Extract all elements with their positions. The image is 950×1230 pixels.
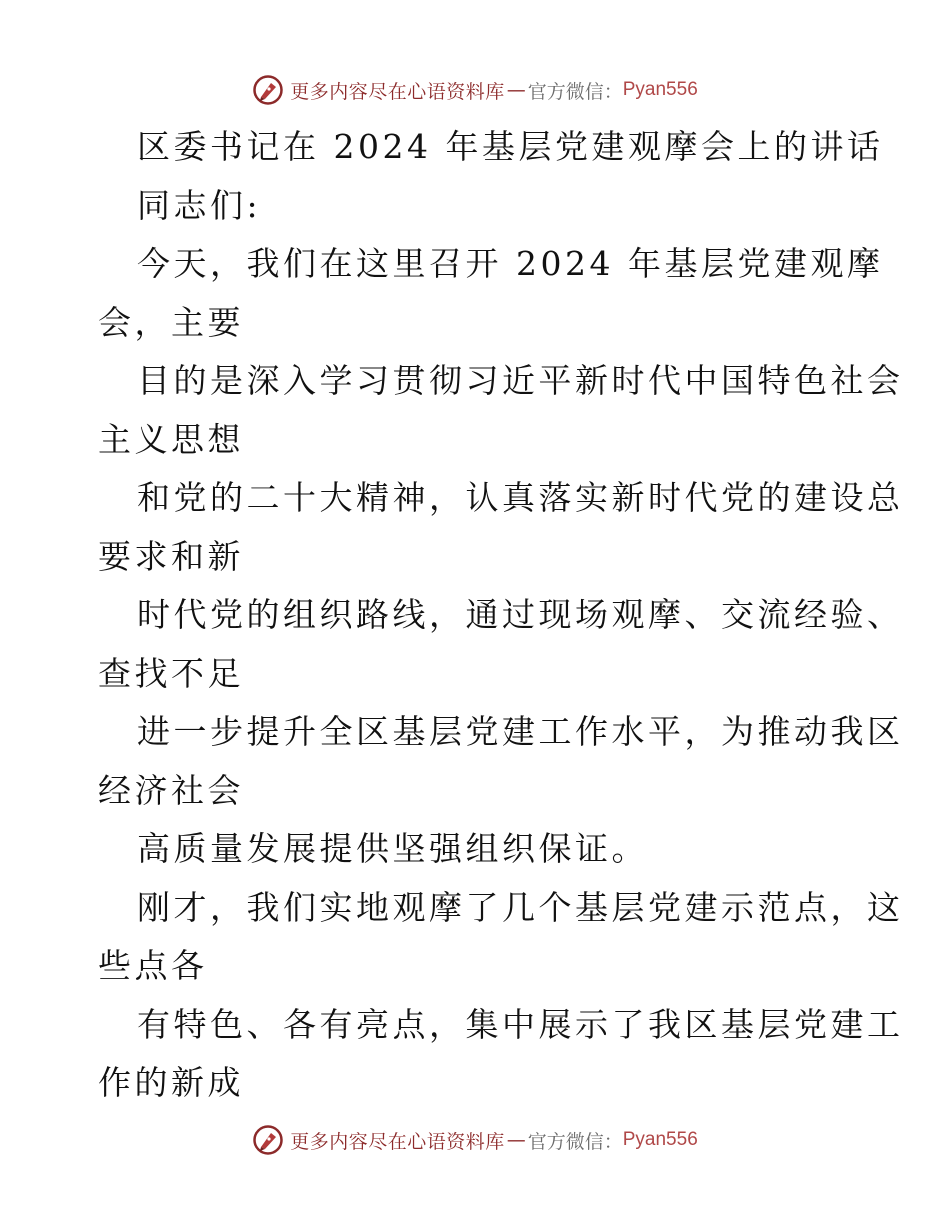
paragraph-line: 高质量发展提供坚强组织保证。 xyxy=(137,829,648,868)
paragraph-line: 经济社会 xyxy=(98,770,244,810)
banner-text: 更多内容尽在心语资料库 xyxy=(290,1130,505,1153)
banner-contact-id: Pyan556 xyxy=(622,79,698,100)
banner-dash: — xyxy=(506,79,526,101)
paragraph-line: 要求和新 xyxy=(98,536,244,576)
paragraph-line: 刚才，我们实地观摩了几个基层党建示范点，这 xyxy=(137,887,904,927)
document-body xyxy=(98,118,904,1113)
banner-contact-label: 官方微信： xyxy=(527,1130,623,1153)
banner-dash: — xyxy=(506,1129,526,1151)
paragraph-line: 时代党的组织路线，通过现场观摩、交流经验、 xyxy=(137,595,904,634)
banner-text: 更多内容尽在心语资料库 xyxy=(290,80,505,103)
paragraph-line: 查找不足 xyxy=(98,653,244,693)
paragraph-line: 和党的二十大精神，认真落实新时代党的建设总 xyxy=(137,478,904,517)
paragraph-line: 作的新成 xyxy=(98,1063,244,1102)
paragraph-line: 有特色、各有亮点，集中展示了我区基层党建工 xyxy=(137,1004,904,1044)
footer-banner xyxy=(0,1120,950,1160)
pen-nib-logo-icon xyxy=(252,74,284,106)
banner-contact-label: 官方微信： xyxy=(527,80,623,103)
paragraph-line: 些点各 xyxy=(98,946,208,985)
paragraph-line: 主义思想 xyxy=(98,419,244,459)
paragraph-line: 今天，我们在这里召开 2024 年基层党建观摩 xyxy=(137,244,884,283)
banner-contact-id: Pyan556 xyxy=(622,1129,698,1150)
paragraph-line: 会，主要 xyxy=(98,302,244,342)
salutation: 同志们: xyxy=(137,185,262,225)
paragraph-line: 目的是深入学习贯彻习近平新时代中国特色社会 xyxy=(137,361,904,400)
paragraph-line: 进一步提升全区基层党建工作水平，为推动我区 xyxy=(137,712,904,751)
header-banner xyxy=(0,70,950,110)
document-title: 区委书记在 2024 年基层党建观摩会上的讲话 xyxy=(137,127,884,166)
pen-nib-logo-icon xyxy=(252,1124,284,1156)
